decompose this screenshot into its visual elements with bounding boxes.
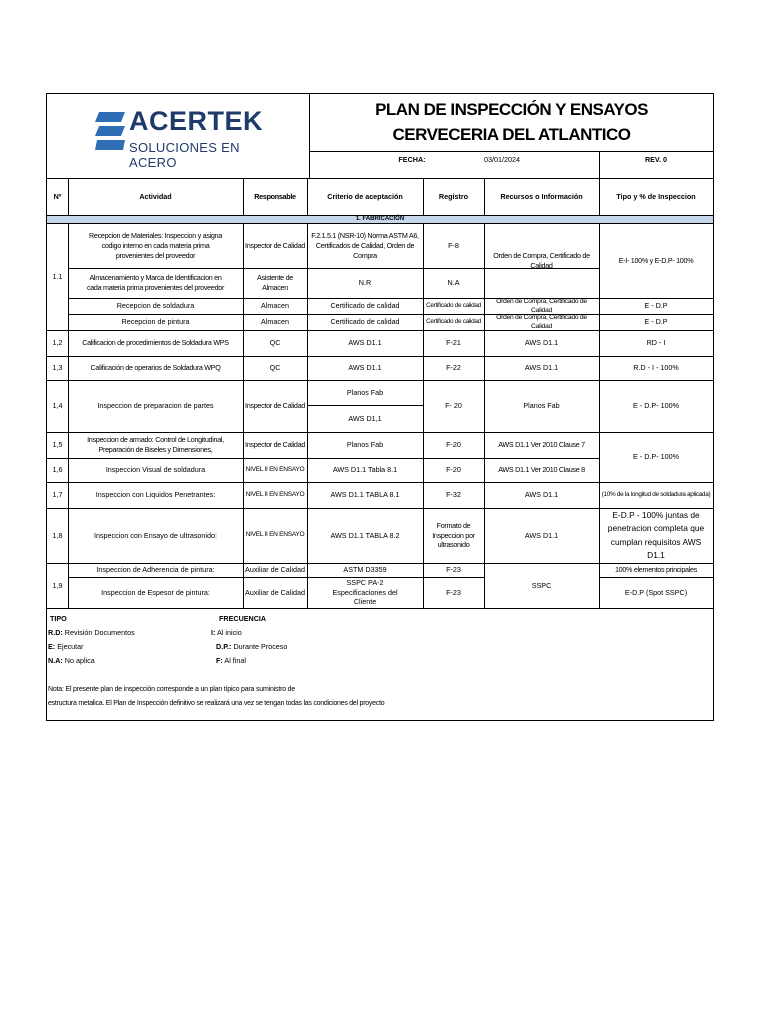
table-cell-activity: Almacenamiento y Marca de Identificacion en cada materia prima provenientes del proveedor xyxy=(86,273,225,292)
table-cell-criterio: AWS D1.1 Tabla 8.1 xyxy=(332,465,398,475)
table-cell-tipo: E-I- 100% y E-D.P- 100% xyxy=(618,256,694,266)
row-number: 1,8 xyxy=(52,530,63,540)
row-number: 1,9 xyxy=(52,580,63,590)
acertek-logo xyxy=(95,106,265,170)
legend-key: F: xyxy=(216,656,223,665)
legend-value: Al final xyxy=(224,656,246,665)
legend-e xyxy=(48,642,84,651)
table-cell-activity: Inspeccion de Espesor de pintura: xyxy=(101,587,210,597)
logo-tagline-text: SOLUCIONES EN ACERO xyxy=(129,140,240,170)
table-cell-activity: Recepcion de pintura xyxy=(121,317,190,327)
table-cell-responsable: Inspector de Calidad xyxy=(245,241,305,251)
table-cell-recursos: Orden de Compra, Certificado de Calidad xyxy=(496,297,587,314)
table-cell-criterio: ASTM D3359 xyxy=(343,565,387,575)
legend-tipo-label: TIPO xyxy=(50,614,67,624)
table-cell-registro: N.A xyxy=(447,278,460,288)
table-cell-registro: F-23 xyxy=(446,587,461,597)
table-cell-responsable: QC xyxy=(269,338,281,348)
table-cell-activity: Inspeccion Visual de soldadura xyxy=(105,465,206,475)
table-cell-responsable: QC xyxy=(269,363,281,373)
legend-key: R.D: xyxy=(48,628,63,637)
col-header-numero: Nº xyxy=(53,191,62,201)
table-cell-responsable: Auxiliar de Calidad xyxy=(245,565,305,575)
table-cell-tipo: E - D.P- 100% xyxy=(633,452,679,462)
table-cell-recursos: AWS D1.1 Ver 2010 Clause 8 xyxy=(498,465,585,475)
col-header-criterio: Criterio de aceptación xyxy=(327,191,403,201)
table-cell-tipo: 100% elementos principales xyxy=(614,565,698,575)
table-cell-tipo: R.D - I - 100% xyxy=(633,363,679,373)
legend-value: No aplica xyxy=(64,656,95,665)
table-cell-criterio: AWS D1.1 TABLA 8.1 xyxy=(330,490,400,500)
table-cell-responsable: NIVEL II EN ENSAYO xyxy=(245,490,305,498)
table-cell-activity: Inspeccion con Ensayo de ultrasonido: xyxy=(93,530,218,540)
table-cell-tipo: E - D.P xyxy=(644,301,668,311)
table-cell-responsable: Asistente de Almacen xyxy=(257,273,293,292)
table-cell-activity: Inspeccion de preparacion de partes xyxy=(97,401,214,411)
table-cell-registro: F-32 xyxy=(446,490,461,500)
row-number: 1,6 xyxy=(52,465,63,475)
section-title: 1. FABRICACIÓN xyxy=(355,216,405,223)
table-cell-responsable: Inspector de Calidad xyxy=(245,440,305,450)
table-cell-registro: F-22 xyxy=(446,363,461,373)
table-cell-tipo: RD - I xyxy=(646,338,666,348)
table-cell-activity: Recepcion de soldadura xyxy=(116,301,195,311)
col-header-actividad: Actividad xyxy=(139,191,172,201)
table-cell-activity: Recepcion de Materiales: Inspeccion y asigna codigo interno en cada materia prima provenientes del proveedor xyxy=(88,231,223,260)
row-number: 1,7 xyxy=(52,490,63,500)
table-cell-tipo: E-D.P - 100% juntas de penetracion completa que cumplan requisitos AWS D1.1 xyxy=(607,510,705,560)
col-header-tipo: Tipo y % de Inspeccion xyxy=(616,191,696,201)
table-cell-activity: Inspeccion de Adherencia de pintura: xyxy=(96,565,215,575)
table-cell-responsable: Almacen xyxy=(261,301,289,311)
col-header-recursos: Recursos o Información xyxy=(500,191,583,201)
legend-key: E: xyxy=(48,642,56,651)
legend-value: Revisión Documentos xyxy=(64,628,135,637)
table-cell-activity: Inspeccion con Liquidos Penetrantes: xyxy=(95,490,216,500)
table-cell-criterio: Certificado de calidad xyxy=(330,301,400,311)
inspection-plan-document xyxy=(46,93,714,721)
table-cell-responsable: Almacen xyxy=(261,317,289,327)
note-line-1: Nota: El presente plan de inspección corresponde a un plan típico para suministro de xyxy=(48,686,296,693)
table-cell-recursos: AWS D1.1 xyxy=(524,530,559,540)
legend-value: Durante Proceso xyxy=(233,642,288,651)
table-cell-activity: Inspeccion de armado: Control de Longitudinal, Preparación de Biseles y Dimensiones, xyxy=(87,435,224,454)
table-cell-responsable: NIVEL II EN ENSAYO xyxy=(245,465,305,473)
table-cell-activity: Calificación de operarios de Soldadura WPQ xyxy=(90,363,221,373)
table-cell-criterio: Certificado de calidad xyxy=(330,317,400,327)
table-cell-criterio: AWS D1,1 xyxy=(348,413,382,423)
legend-value: Al inicio xyxy=(217,628,242,637)
row-number: 1.1 xyxy=(52,272,63,282)
row-number: 1,3 xyxy=(52,363,63,373)
legend-na xyxy=(48,656,95,665)
legend-frecuencia-label: FRECUENCIA xyxy=(219,614,267,624)
table-cell-recursos: AWS D1.1 xyxy=(524,363,559,373)
document-title: PLAN DE INSPECCIÓN Y ENSAYOS CERVECERIA DEL ATLANTICO xyxy=(375,99,648,144)
table-cell-criterio: AWS D1.1 TABLA 8.2 xyxy=(330,530,400,540)
table-cell-criterio: AWS D1.1 xyxy=(348,363,382,373)
table-cell-responsable: Auxiliar de Calidad xyxy=(245,587,305,597)
legend-f xyxy=(216,656,246,665)
row-number: 1,2 xyxy=(52,338,63,348)
table-cell-registro: F-21 xyxy=(446,338,461,348)
row-number: 1,5 xyxy=(52,440,63,450)
fecha-value: 03/01/2024 xyxy=(484,154,520,164)
table-cell-recursos: AWS D1.1 xyxy=(524,338,559,348)
table-cell-registro: Certificado de calidad xyxy=(426,317,481,325)
table-cell-recursos: Planos Fab xyxy=(523,401,560,411)
revision-label: REV. 0 xyxy=(644,154,668,164)
table-cell-responsable: NIVEL II EN ENSAYO xyxy=(245,531,305,539)
table-cell-tipo: E-D.P (Spot SSPC) xyxy=(624,587,688,597)
table-cell-criterio: F.2.1.5.1 (NSR-10) Norma ASTM A6, Certificados de Calidad, Orden de Compra xyxy=(311,231,419,260)
table-cell-registro: Formato de Inspeccion por ultrasonido xyxy=(432,520,475,550)
table-cell-criterio: SSPC PA-2 Especificaciones del Cliente xyxy=(332,577,398,607)
legend-key: N.A: xyxy=(48,656,63,665)
legend-i xyxy=(211,628,242,637)
table-cell-activity: Calificacion de procedimientos de Soldadura WPS xyxy=(82,338,229,348)
table-cell-tipo: E - D.P xyxy=(644,317,668,327)
table-cell-recursos: AWS D1.1 Ver 2010 Clause 7 xyxy=(498,440,585,450)
table-cell-criterio: AWS D1.1 xyxy=(348,338,382,348)
table-cell-registro: F-23 xyxy=(446,565,461,575)
col-header-registro: Registro xyxy=(438,191,469,201)
fecha-label: FECHA: xyxy=(398,154,426,164)
col-header-responsable: Responsable xyxy=(254,191,296,201)
legend-key: D.P.: xyxy=(216,642,232,651)
legend-key: I: xyxy=(211,628,216,637)
table-cell-recursos: Orden de Compra, Certificado de Calidad xyxy=(496,313,587,330)
logo-brand-text: ACERTEK xyxy=(129,106,264,136)
table-cell-criterio: N.R xyxy=(358,278,372,288)
table-cell-recursos: SSPC xyxy=(531,580,552,590)
table-cell-criterio: Planos Fab xyxy=(346,387,384,397)
logo-mark-icon xyxy=(95,110,125,158)
legend-dp xyxy=(216,642,287,651)
table-cell-registro: F-20 xyxy=(446,440,461,450)
table-cell-registro: Certificado de calidad xyxy=(426,301,481,309)
table-cell-registro: F-8 xyxy=(448,241,459,251)
row-number: 1,4 xyxy=(52,401,63,411)
legend-value: Ejecutar xyxy=(57,642,84,651)
legend-rd xyxy=(48,628,135,637)
table-cell-registro: F-20 xyxy=(446,465,461,475)
table-cell-recursos: AWS D1.1 xyxy=(524,490,559,500)
note-line-2: estructura metalica. El Plan de Inspección definitivo se realizará una vez se tengan todas las condiciones del proyecto xyxy=(48,700,385,707)
table-cell-tipo: (10% de la longitud de soldadura aplicada) xyxy=(601,490,711,498)
table-cell-recursos: Orden de Compra, Certificado de Calidad xyxy=(493,251,590,270)
table-cell-criterio: Planos Fab xyxy=(346,440,384,450)
table-cell-registro: F- 20 xyxy=(445,401,462,411)
table-cell-tipo: E - D.P- 100% xyxy=(633,401,679,411)
table-cell-responsable: Inspector de Calidad xyxy=(245,401,305,411)
